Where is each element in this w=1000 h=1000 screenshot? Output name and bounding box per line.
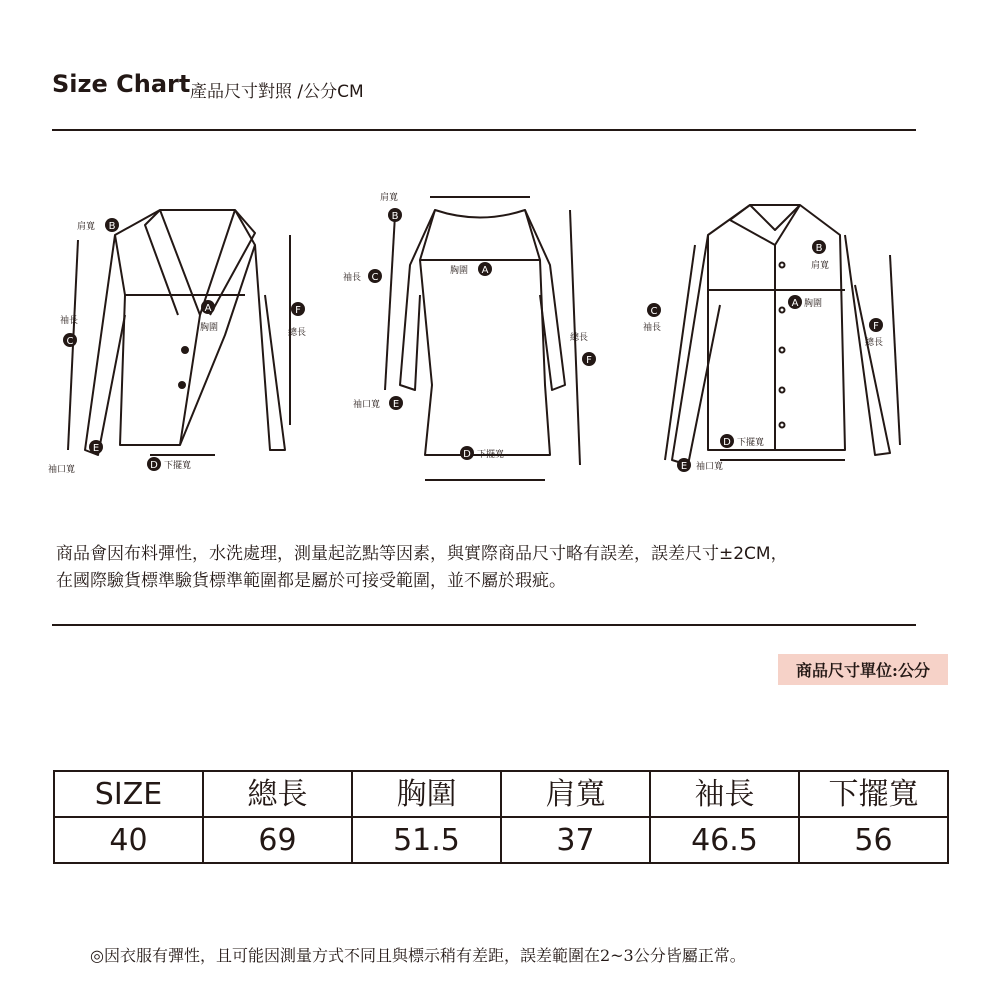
svg-text:袖長: 袖長 xyxy=(643,323,662,333)
svg-text:肩寬: 肩寬 xyxy=(380,193,399,203)
svg-text:胸圍: 胸圍 xyxy=(450,266,469,276)
garment-diagrams xyxy=(40,185,910,485)
table-row xyxy=(54,817,948,863)
label-shoulder: 肩寬 xyxy=(77,222,96,232)
svg-text:E: E xyxy=(92,443,100,454)
svg-text:D: D xyxy=(723,437,731,448)
unit-badge: 商品尺寸單位:公分 xyxy=(778,654,948,685)
table-cell: 51.5 xyxy=(352,817,501,863)
svg-text:E: E xyxy=(392,399,400,410)
svg-text:袖長: 袖長 xyxy=(343,273,362,283)
svg-text:袖口寬: 袖口寬 xyxy=(48,465,76,475)
svg-text:B: B xyxy=(391,211,399,222)
svg-text:A: A xyxy=(481,265,489,276)
svg-text:F: F xyxy=(586,355,592,366)
svg-text:D: D xyxy=(150,460,158,471)
svg-text:A: A xyxy=(204,303,212,314)
table-header-cell: 袖長 xyxy=(650,771,799,817)
shirt-diagram xyxy=(665,205,900,465)
svg-text:A: A xyxy=(791,298,799,309)
svg-text:F: F xyxy=(873,321,879,332)
svg-text:胸圍: 胸圍 xyxy=(200,323,219,333)
table-cell: 69 xyxy=(203,817,352,863)
table-header-cell: 胸圍 xyxy=(352,771,501,817)
divider-bottom xyxy=(52,624,916,626)
svg-text:C: C xyxy=(371,272,379,283)
svg-text:袖長: 袖長 xyxy=(60,316,79,326)
table-header-cell: 肩寬 xyxy=(501,771,650,817)
note-line-1: 商品會因布料彈性，水洗處理，測量起訖點等因素，與實際商品尺寸略有誤差，誤差尺寸±2CM， xyxy=(56,544,788,564)
dress-diagram xyxy=(385,197,580,480)
table-header-row xyxy=(54,771,948,817)
svg-text:下擺寬: 下擺寬 xyxy=(477,450,505,460)
table-cell: 37 xyxy=(501,817,650,863)
svg-text:E: E xyxy=(680,461,688,472)
size-table xyxy=(53,770,949,864)
svg-text:胸圍: 胸圍 xyxy=(804,299,823,309)
table-header-cell: 總長 xyxy=(203,771,352,817)
svg-text:下擺寬: 下擺寬 xyxy=(737,438,765,448)
note-line-2: 在國際驗貨標準驗貨標準範圍都是屬於可接受範圍，並不屬於瑕疵。 xyxy=(56,571,566,591)
divider-top xyxy=(52,129,916,131)
table-header-cell: SIZE xyxy=(54,771,203,817)
svg-text:總長: 總長 xyxy=(288,328,307,338)
svg-text:總長: 總長 xyxy=(570,333,589,343)
svg-text:下擺寬: 下擺寬 xyxy=(164,461,192,471)
table-cell: 46.5 xyxy=(650,817,799,863)
table-cell: 56 xyxy=(799,817,948,863)
svg-text:肩寬: 肩寬 xyxy=(811,261,830,271)
svg-text:C: C xyxy=(66,336,74,347)
table-cell: 40 xyxy=(54,817,203,863)
marker-b: B xyxy=(108,221,116,232)
page-subtitle: 產品尺寸對照 /公分CM xyxy=(190,82,364,102)
page-title: Size Chart xyxy=(52,70,191,98)
jacket-diagram xyxy=(68,210,290,455)
svg-text:袖口寬: 袖口寬 xyxy=(353,400,381,410)
table-header-cell: 下擺寬 xyxy=(799,771,948,817)
svg-text:C: C xyxy=(650,306,658,317)
svg-text:F: F xyxy=(295,305,301,316)
svg-text:袖口寬: 袖口寬 xyxy=(696,462,724,472)
svg-text:B: B xyxy=(815,243,823,254)
footer-note: ◎因衣服有彈性，且可能因測量方式不同且與標示稍有差距，誤差範圍在2~3公分皆屬正常。 xyxy=(90,946,746,965)
svg-text:D: D xyxy=(463,449,471,460)
svg-text:總長: 總長 xyxy=(865,338,884,348)
